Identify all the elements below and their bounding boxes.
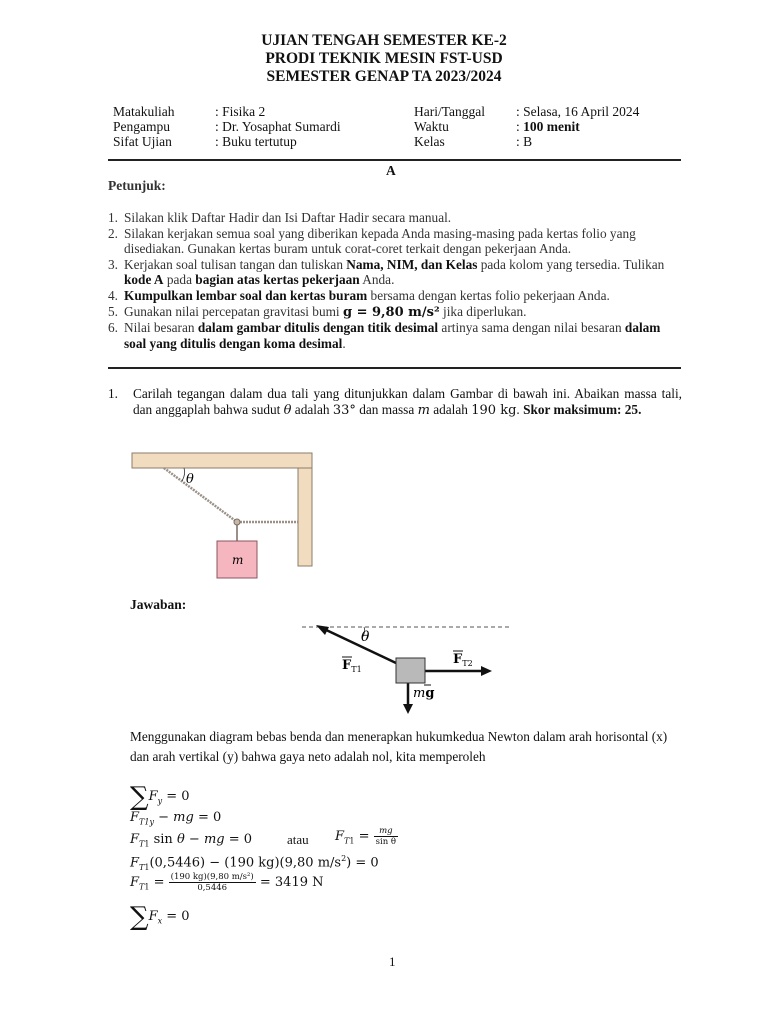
equation-ft1y: $F_{T1y}$ − mg = 0 (130, 810, 222, 827)
rope-mass-figure (128, 448, 318, 583)
ft1-label: $F_{T1}$ (342, 658, 362, 674)
instruction-item: 6. Nilai besaran dalam gambar ditulis dengan titik desimal artinya sama dengan nilai besaran dalam soal yang ditulis dengan koma desimal. (108, 320, 661, 351)
instruction-item: 2. Silakan kerjakan semua soal yang diberikan kepada Anda masing-masing pada kertas folio yang disediakan. Gunakan kertas buram untuk corat-coret terkait dengan pekerjaan Anda. (108, 225, 636, 257)
ceiling-beam (132, 453, 312, 468)
free-body-diagram (300, 615, 520, 720)
hari-tanggal-label: Hari/Tanggal (414, 104, 486, 119)
exam-title: UJIAN TENGAH SEMESTER KE-2 (261, 32, 507, 49)
page-number: 1 (389, 954, 396, 969)
equation-substitution: $F_{T1}(0,5446) - (190$ kg)(9,80 $m/s^2) = 0$ (130, 854, 379, 872)
program-title: PRODI TEKNIK MESIN FST-USD (265, 50, 503, 67)
instruction-item: 5. Gunakan nilai percepatan gravitasi bumi g = 9,80 m/s² jika diperlukan. (108, 303, 527, 320)
rope-1 (164, 468, 237, 522)
atau-text: atau (287, 832, 309, 847)
matakuliah-value: : Fisika 2 (215, 104, 266, 119)
angle-arc (182, 468, 185, 481)
instruction-item: 3. Kerjakan soal tulisan tangan dan tuliskan Nama, NIM, dan Kelas pada kolom yang tersedia. Tulikan kode A pada bagian atas kertas pekerjaan Anda. (108, 256, 665, 288)
ft1-arrowhead (316, 625, 329, 635)
exam-code: A (386, 163, 396, 178)
hari-tanggal-value: : Selasa, 16 April 2024 (516, 104, 640, 119)
waktu-value: : 100 menit (516, 119, 580, 134)
equation-ft1-result: $F_{T1}$ = $\frac{\text{(190 kg)(9,80 m/s²)}}{0,5446}$ = 3419 N (130, 872, 324, 893)
mg-arrowhead (403, 704, 413, 714)
pengampu-label: Pengampu (113, 119, 170, 134)
mass-label: m (232, 553, 244, 567)
waktu-label: Waktu (414, 119, 449, 134)
ft2-arrowhead (481, 666, 492, 676)
knot (234, 519, 240, 525)
sifat-ujian-value: : Buku tertutup (215, 134, 297, 149)
pengampu-value: : Dr. Yosaphat Sumardi (215, 119, 341, 134)
theta-label: θ (186, 472, 194, 487)
answer-label: Jawaban: (130, 597, 187, 612)
kelas-label: Kelas (414, 134, 445, 149)
ft1-vector (322, 628, 396, 663)
matakuliah-label: Matakuliah (113, 104, 175, 119)
instruction-item: 4. Kumpulkan lembar soal dan kertas buram bersama dengan kertas folio pekerjaan Anda. (108, 287, 610, 303)
wall-post (298, 468, 312, 566)
equation-ft1-fraction: $F_{T1}$ = $\frac{mg}{\text{sin θ}}$ (335, 826, 397, 847)
divider-bottom (108, 367, 681, 369)
explanation-paragraph: Menggunakan diagram bebas benda dan menerapkan hukumkedua Newton dalam arah horisontal (x) dan arah vertikal (y) bahwa gaya neto adalah nol, kita memperoleh (130, 729, 668, 764)
mg-label: mg (413, 686, 435, 701)
semester-title: SEMESTER GENAP TA 2023/2024 (266, 68, 502, 85)
petunjuk-title: Petunjuk: (108, 178, 166, 193)
divider-top (108, 159, 681, 161)
equation-ft1-sin: $F_{T1}$ sin θ − mg = 0 (130, 832, 253, 849)
ft2-label: $F_{T2}$ (453, 652, 473, 668)
kelas-value: : B (516, 134, 533, 149)
sifat-ujian-label: Sifat Ujian (113, 134, 172, 149)
instruction-item: 1. Silakan klik Daftar Hadir dan Isi Daftar Hadir secara manual. (108, 210, 452, 225)
body-block (396, 658, 425, 683)
question-1: 1. Carilah tegangan dalam dua tali yang ditunjukkan dalam Gambar di bawah ini. Abaikan massa tali, dan anggaplah bahwa sudut θ adalah 33° dan massa m adalah 190 kg. Skor maksimum: 25. (108, 386, 682, 418)
equation-sum-fy: $\sum F_y = 0$ (130, 782, 190, 812)
instructions-list (108, 210, 680, 351)
equation-sum-fx: $\sum F_x = 0$ (130, 902, 190, 932)
fbd-theta-label: θ (361, 629, 370, 645)
